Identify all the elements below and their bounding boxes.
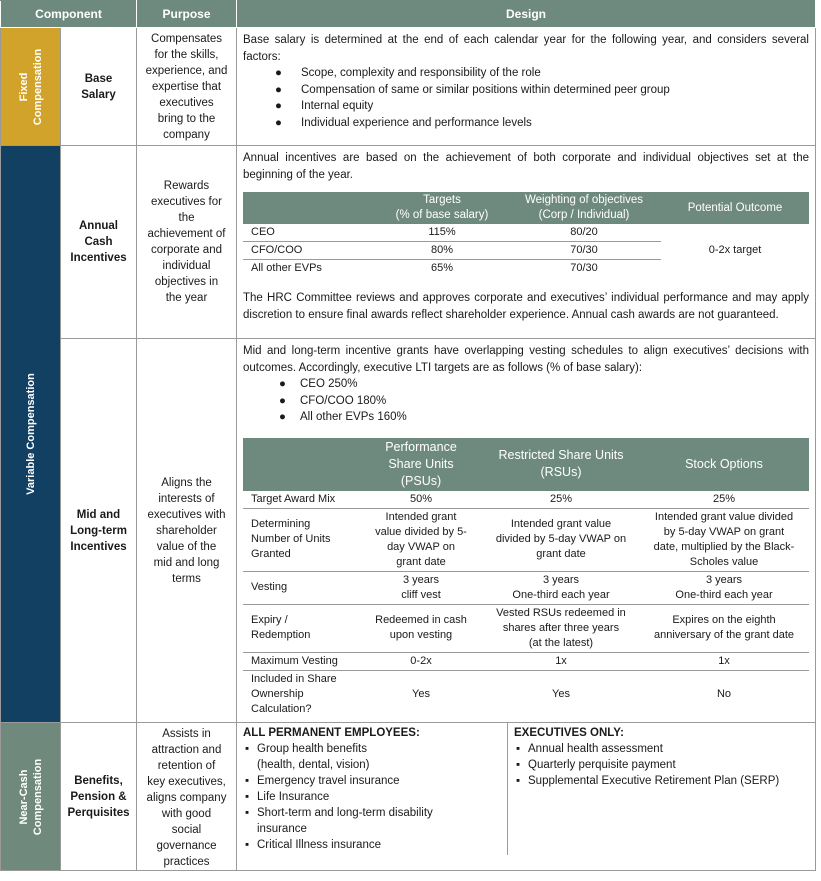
- row-base-salary: [1, 28, 816, 146]
- component-annual-cash: [61, 146, 137, 339]
- purpose-line: attraction and: [151, 744, 222, 756]
- cell-target: 80%: [377, 242, 507, 260]
- list-item: ▪ Annual health assessment: [516, 743, 663, 755]
- cell-label: Maximum Vesting: [243, 652, 359, 670]
- component-line: Long-term: [70, 524, 127, 537]
- purpose-line: shareholder: [156, 524, 217, 537]
- purpose-line: social: [171, 824, 202, 836]
- cell-target: 115%: [377, 224, 507, 242]
- purpose-base-salary: [137, 28, 237, 146]
- cell-label: Target Award Mix: [243, 491, 359, 509]
- list-item: ▪ Life Insurance: [245, 791, 330, 803]
- cell-label: Included in Share Ownership Calculation?: [251, 672, 337, 715]
- list-item: ▪ Group health benefits (health, dental, vision): [245, 743, 370, 771]
- header-purpose: Purpose: [137, 1, 237, 28]
- component-benefits: [61, 723, 137, 871]
- base-salary-intro: Base salary is determined at the end of each calendar year for the following year, and considers several factors:: [243, 34, 809, 63]
- list-item: ▪ Emergency travel insurance: [245, 775, 400, 787]
- column-header-psu: Performance Share Units (PSUs): [359, 438, 483, 491]
- table-row: [243, 670, 809, 718]
- purpose-line: practices: [163, 856, 210, 868]
- bullet-icon: ▪: [516, 775, 521, 787]
- bullet-icon: ●: [279, 378, 286, 390]
- purpose-line: Aligns the: [161, 476, 212, 489]
- design-lti: [237, 339, 816, 723]
- purpose-line: bring to the: [157, 113, 216, 125]
- table-row: [243, 652, 809, 670]
- table-row: [243, 224, 809, 242]
- bullet-icon: ●: [275, 83, 282, 96]
- component-line: Incentives: [70, 540, 127, 553]
- base-salary-factors: [243, 65, 809, 131]
- purpose-line: the year: [165, 292, 208, 304]
- component-lti: [61, 339, 137, 723]
- purpose-line: aligns company: [146, 792, 227, 804]
- purpose-line: Rewards: [163, 180, 210, 192]
- category-label-line: Compensation: [31, 758, 44, 835]
- executives-only-header: EXECUTIVES ONLY:: [514, 727, 624, 739]
- category-label-line: Near-Cash: [17, 768, 30, 825]
- bullet-icon: ●: [275, 116, 282, 129]
- purpose-line: value of the: [156, 540, 217, 553]
- bullet-icon: ▪: [245, 775, 250, 787]
- cell-psu: Intended grant value divided by 5- day VWAP on grant date: [359, 508, 483, 571]
- column-header-role: [243, 192, 377, 224]
- list-item: ● Compensation of same or similar positions within determined peer group: [269, 82, 809, 99]
- row-lti: [1, 339, 816, 723]
- purpose-line: key executives,: [147, 776, 226, 788]
- cell-rsu: 3 years One-third each year: [483, 571, 639, 604]
- component-base-salary: [61, 28, 137, 146]
- executives-only-list: [514, 741, 779, 789]
- list-item: ▪ Critical Illness insurance: [245, 839, 381, 851]
- cell-weighting: 70/30: [570, 262, 598, 274]
- purpose-line: objectives in: [154, 276, 219, 288]
- header-row: [1, 1, 816, 28]
- lti-targets-list: [243, 376, 809, 426]
- cell-role: All other EVPs: [251, 262, 322, 274]
- component-line: Mid and: [76, 508, 121, 521]
- purpose-line: governance: [156, 840, 217, 852]
- purpose-line: for the skills,: [154, 49, 219, 61]
- cell-psu: Yes: [412, 687, 430, 700]
- purpose-line: Assists in: [162, 728, 211, 740]
- purpose-line: the: [178, 212, 195, 224]
- purpose-line: executives: [159, 97, 214, 109]
- cell-psu: Redeemed in cash upon vesting: [359, 604, 483, 652]
- purpose-line: executives for: [151, 196, 222, 208]
- cell-psu: 50%: [359, 491, 483, 509]
- purpose-benefits: [137, 723, 237, 871]
- purpose-annual-cash: [137, 146, 237, 339]
- purpose-line: individual: [162, 260, 211, 272]
- cell-opt: No: [716, 687, 732, 700]
- cell-opt: Expires on the eighth anniversary of the grant date: [639, 604, 809, 652]
- annual-targets-table: [243, 192, 809, 277]
- cell-weighting: 70/30: [507, 242, 661, 260]
- column-header-rsu: Restricted Share Units (RSUs): [483, 438, 639, 491]
- cell-label: Determining Number of Units Granted: [243, 508, 359, 571]
- cell-weighting: 80/20: [507, 224, 661, 242]
- category-label-line: Compensation: [31, 48, 44, 125]
- purpose-line: corporate and: [151, 244, 222, 256]
- cell-psu: 3 years cliff vest: [359, 571, 483, 604]
- list-item: ● Internal equity: [269, 98, 809, 115]
- cell-label: Expiry / Redemption: [243, 604, 359, 652]
- purpose-line: expertise that: [151, 81, 222, 93]
- lti-intro: Mid and long-term incentive grants have overlapping vesting schedules to align executives’ decisions with outcomes. Accordingly, executive LTI targets are as follows (% of base salary):: [243, 345, 809, 374]
- table-row: [243, 491, 809, 509]
- bullet-icon: ●: [279, 394, 286, 407]
- list-item: ▪ Supplemental Executive Retirement Plan (SERP): [516, 775, 780, 787]
- bullet-icon: ▪: [516, 743, 521, 755]
- annual-intro: Annual incentives are based on the achievement of both corporate and individual objectives set at the beginning of the year.: [243, 152, 809, 181]
- category-near-cash-compensation: [1, 723, 61, 871]
- header-design: Design: [237, 1, 816, 28]
- list-item: ● Scope, complexity and responsibility of the role: [269, 65, 809, 82]
- cell-target: 65%: [430, 262, 454, 274]
- row-benefits: [1, 723, 816, 871]
- list-item: ▪ Quarterly perquisite payment: [516, 759, 676, 771]
- category-label-line: Fixed: [17, 72, 30, 101]
- column-header-weighting: Weighting of objectives (Corp / Individual): [507, 192, 661, 224]
- cell-label: Vesting: [243, 571, 359, 604]
- cell-psu: 0-2x: [359, 652, 483, 670]
- bullet-icon: ▪: [245, 743, 250, 755]
- executives-only-column: [508, 723, 785, 855]
- row-annual-cash: [1, 146, 816, 339]
- header-component: Component: [1, 1, 137, 28]
- category-label: Variable Compensation: [24, 373, 37, 495]
- design-base-salary: [237, 28, 816, 146]
- list-item: ● CFO/COO 180%: [279, 393, 809, 410]
- component-line: Cash: [84, 236, 113, 248]
- bullet-icon: ▪: [245, 807, 250, 819]
- bullet-icon: ▪: [245, 839, 250, 851]
- cell-rsu: 25%: [483, 491, 639, 509]
- purpose-line: with good: [161, 808, 212, 820]
- bullet-icon: ●: [275, 100, 282, 112]
- annual-note: The HRC Committee reviews and approves corporate and executives’ individual performance and may apply discretion to ensure final awards reflect shareholder experience. Annual cash awards are not guaranteed.: [243, 292, 809, 321]
- component-line: Annual: [79, 220, 118, 232]
- table-row: [243, 571, 809, 604]
- category-fixed-compensation: [1, 28, 61, 146]
- table-row: [243, 508, 809, 571]
- bullet-icon: ●: [279, 411, 286, 423]
- table-header-row: [243, 438, 809, 491]
- category-variable-compensation: [1, 146, 61, 723]
- purpose-lti: [137, 339, 237, 723]
- cell-rsu: 1x: [483, 652, 639, 670]
- purpose-line: interests of: [158, 492, 215, 505]
- all-employees-list: [243, 741, 501, 853]
- purpose-line: executives with: [147, 508, 226, 521]
- cell-rsu: Yes: [552, 687, 570, 700]
- list-item: ● All other EVPs 160%: [279, 409, 809, 426]
- component-line: Salary: [81, 88, 116, 101]
- cell-opt: 1x: [639, 652, 809, 670]
- purpose-line: Compensates: [151, 33, 222, 45]
- column-header-options: Stock Options: [639, 438, 809, 491]
- purpose-line: experience, and: [145, 65, 228, 77]
- purpose-line: mid and long: [153, 556, 220, 569]
- bullet-icon: ●: [275, 67, 282, 79]
- all-employees-column: [237, 723, 508, 855]
- component-line: Base: [84, 72, 113, 85]
- cell-rsu: Intended grant value divided by 5-day VWAP on grant date: [483, 508, 639, 571]
- column-header-targets: Targets (% of base salary): [377, 192, 507, 224]
- cell-role: CEO: [243, 224, 377, 242]
- cell-rsu: Vested RSUs redeemed in shares after three years (at the latest): [483, 604, 639, 652]
- table-header-row: [243, 192, 809, 224]
- column-header-label: [243, 438, 359, 491]
- design-benefits: [237, 723, 816, 871]
- purpose-line: achievement of: [147, 228, 226, 240]
- table-row: [243, 604, 809, 652]
- list-item: ▪ Short-term and long-term disability insurance: [245, 807, 433, 835]
- purpose-line: company: [163, 129, 210, 141]
- cell-outcome: 0-2x target: [708, 244, 762, 256]
- lti-vehicles-table: [243, 438, 809, 719]
- component-line: Incentives: [70, 252, 127, 264]
- component-line: Pension &: [70, 790, 127, 803]
- bullet-icon: ▪: [245, 791, 250, 803]
- cell-opt: 25%: [639, 491, 809, 509]
- purpose-line: terms: [172, 572, 201, 585]
- component-line: Benefits,: [74, 774, 123, 787]
- component-line: Perquisites: [67, 806, 130, 819]
- list-item: ● CEO 250%: [279, 376, 809, 393]
- cell-opt: 3 years One-third each year: [639, 571, 809, 604]
- cell-opt: Intended grant value divided by 5-day VWAP on grant date, multiplied by the Black- Scholes value: [639, 508, 809, 571]
- bullet-icon: ▪: [516, 759, 521, 771]
- list-item: ● Individual experience and performance levels: [269, 115, 809, 132]
- all-employees-header: ALL PERMANENT EMPLOYEES:: [243, 727, 420, 739]
- design-annual-cash: [237, 146, 816, 339]
- column-header-outcome: Potential Outcome: [661, 192, 809, 224]
- cell-role: CFO/COO: [243, 242, 377, 260]
- purpose-line: retention of: [157, 760, 216, 772]
